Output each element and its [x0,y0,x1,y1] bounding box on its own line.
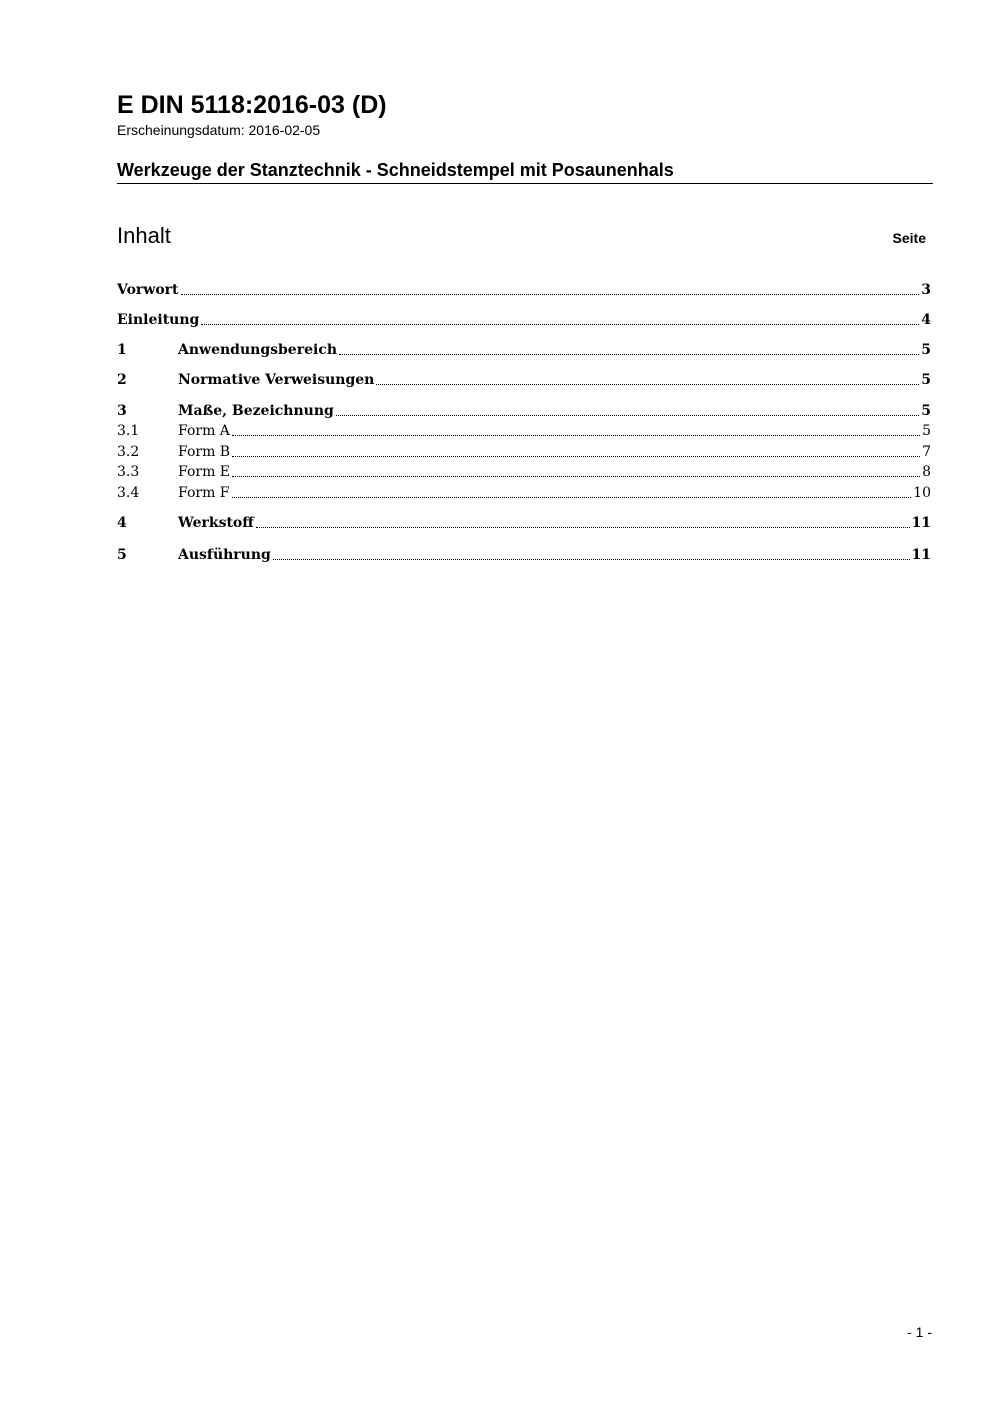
toc-entry-label: Vorwort [117,282,179,298]
page-number: - 1 - [907,1324,932,1340]
toc-dot-leader [201,323,919,325]
toc-entry-label: Einleitung [117,312,200,328]
toc-entry-page: 7 [922,444,931,460]
toc-entry-3-1[interactable] [117,421,931,441]
toc-entry-3-3[interactable] [117,462,931,482]
toc-entry-label: Normative Verweisungen [178,372,375,388]
toc-entry-page: 3 [921,282,931,298]
toc-entry-number: 3.1 [117,423,140,439]
toc-entry-page: 11 [911,547,931,563]
toc-entry-3-4[interactable] [117,483,931,503]
toc-entry-1[interactable] [117,340,931,360]
toc-entry-4[interactable] [117,513,931,533]
toc-entry-page: 4 [921,312,931,328]
toc-entry-number: 3.4 [117,485,140,501]
toc-entry-number: 4 [117,515,127,531]
toc-entry-3[interactable] [117,401,931,421]
toc-entry-page: 5 [921,403,931,419]
toc-dot-leader [336,414,919,416]
toc-entry-vorwort[interactable] [117,280,931,300]
document-title: Werkzeuge der Stanztechnik - Schneidstempel mit Posaunenhals [117,159,933,184]
toc-entry-label: Form B [178,444,231,460]
toc-entry-number: 5 [117,547,127,563]
toc-dot-leader [232,496,912,498]
toc-entry-number: 3.2 [117,444,140,460]
toc-entry-label: Ausführung [178,547,271,563]
toc-entry-label: Form F [178,485,230,501]
toc-dot-leader [232,455,920,457]
toc-entry-label: Form A [178,423,230,439]
toc-dot-leader [181,293,920,295]
toc-entry-page: 5 [922,423,931,439]
toc-entry-label: Werkstoff [178,515,254,531]
toc-entry-number: 3.3 [117,464,140,480]
toc-entry-3-2[interactable] [117,442,931,462]
publication-date: Erscheinungsdatum: 2016-02-05 [117,122,321,138]
toc-dot-leader [232,475,920,477]
toc-dot-leader [232,434,920,436]
toc-entry-number: 3 [117,403,127,419]
toc-entry-number: 2 [117,372,127,388]
toc-entry-2[interactable] [117,370,931,390]
toc-entry-number: 1 [117,342,127,358]
toc-dot-leader [339,353,919,355]
toc-entry-page: 11 [911,515,931,531]
toc-entry-page: 8 [922,464,931,480]
toc-entry-5[interactable] [117,545,931,565]
toc-entry-label: Maße, Bezeichnung [178,403,334,419]
toc-dot-leader [256,526,910,528]
toc-entry-page: 10 [913,485,931,501]
toc-entry-label: Anwendungsbereich [178,342,337,358]
toc-entry-label: Form E [178,464,231,480]
toc-page-column-label: Seite [892,230,926,246]
toc-entry-page: 5 [921,372,931,388]
toc-entry-einleitung[interactable] [117,310,931,330]
toc-dot-leader [376,383,919,385]
toc-heading: Inhalt [117,223,171,248]
document-id: E DIN 5118:2016-03 (D) [117,91,387,119]
toc-dot-leader [273,558,910,560]
toc-entry-page: 5 [921,342,931,358]
